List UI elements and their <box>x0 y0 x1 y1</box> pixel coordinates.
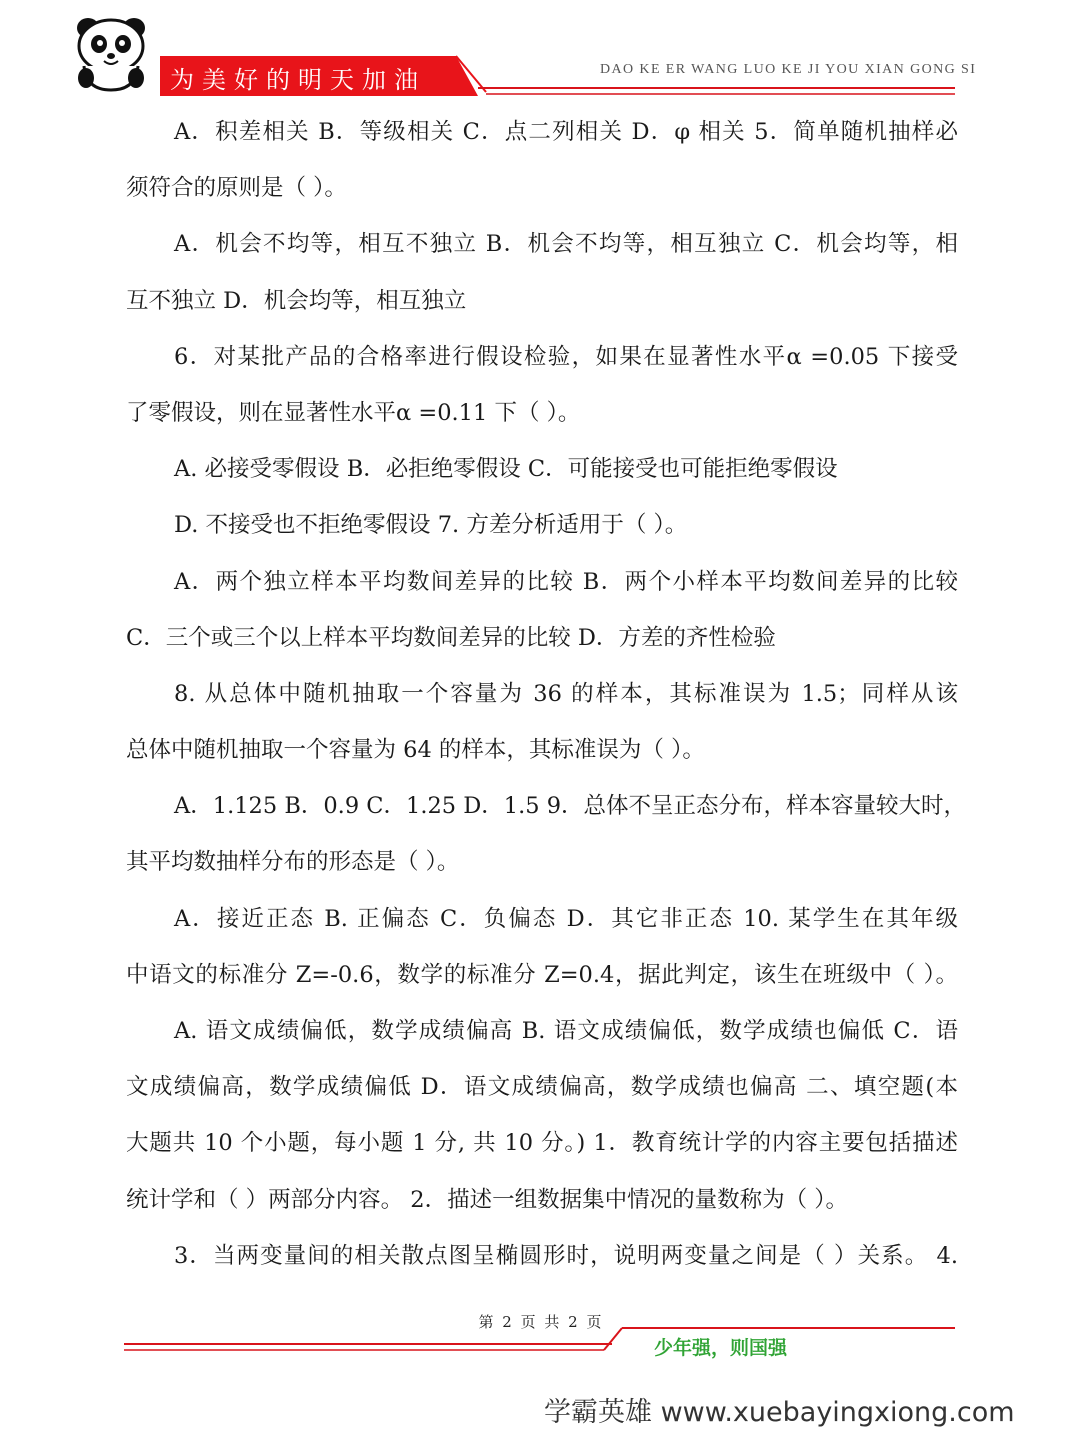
text-line: 3．当两变量间的相关散点图呈椭圆形时，说明两变量之间是（ ）关系。 4. <box>174 1242 958 1269</box>
text-line: A．积差相关 B．等级相关 C．点二列相关 D．φ 相关 5．简单随机抽样必 <box>174 119 958 145</box>
text-line: 其平均数抽样分布的形态是（ ）。 <box>126 849 460 876</box>
document-body <box>126 104 967 1284</box>
text-line: 统计学和（ ）两部分内容。 2．描述一组数据集中情况的量数称为（ ）。 <box>126 1186 849 1213</box>
text-line: 了零假设，则在显著性水平α =0.11 下（ ）。 <box>126 399 581 426</box>
text-line: A．两个独立样本平均数间差异的比较 B．两个小样本平均数间差异的比较 <box>174 568 958 595</box>
text-line: 须符合的原则是（ ）。 <box>126 175 347 202</box>
text-line: A. 必接受零假设 B．必拒绝零假设 C．可能接受也可能拒绝零假设 <box>174 456 838 483</box>
text-line: 中语文的标准分 Z=-0.6，数学的标准分 Z=0.4，据此判定，该生在班级中（ ）。 <box>126 961 958 988</box>
text-line: 大题共 10 个小题，每小题 1 分, 共 10 分。) 1．教育统计学的内容主要包括描述 <box>126 1130 958 1157</box>
text-line: A．接近正态 B. 正偏态 C．负偏态 D．其它非正态 10. 某学生在其年级 <box>174 905 958 932</box>
text-line: 总体中随机抽取一个容量为 64 的样本，其标准误为（ ）。 <box>126 737 705 764</box>
text-line: 互不独立 D．机会均等，相互独立 <box>126 287 467 314</box>
site-watermark: 学霸英雄 www.xuebayingxiong.com <box>544 1397 1015 1428</box>
text-line: D. 不接受也不拒绝零假设 7. 方差分析适用于（ ）。 <box>174 512 688 539</box>
text-line: 文成绩偏高，数学成绩偏低 D．语文成绩偏高，数学成绩也偏高 二、填空题(本 <box>126 1074 958 1101</box>
header-motto: 为美好的明天加油 <box>170 66 426 94</box>
text-line: 6．对某批产品的合格率进行假设检验，如果在显著性水平α =0.05 下接受 <box>174 343 958 370</box>
text-line: 8. 从总体中随机抽取一个容量为 36 的样本，其标准误为 1.5；同样从该 <box>174 680 958 707</box>
footer-rule <box>0 1320 1080 1360</box>
text-line: C．三个或三个以上样本平均数间差异的比较 D．方差的齐性检验 <box>126 624 776 651</box>
text-line: A. 语文成绩偏低，数学成绩偏高 B. 语文成绩偏低，数学成绩也偏低 C．语 <box>174 1018 958 1044</box>
footer-slogan: 少年强，则国强 <box>654 1337 788 1359</box>
header-rule <box>0 0 1080 110</box>
page-indicator: 第 2 页 共 2 页 <box>478 1313 602 1331</box>
company-pinyin: DAO KE ER WANG LUO KE JI YOU XIAN GONG SI <box>600 62 977 77</box>
text-line: A．1.125 B．0.9 C．1.25 D．1.5 9．总体不呈正态分布，样本容量较大时， <box>174 793 967 820</box>
text-line: A．机会不均等，相互不独立 B．机会不均等，相互独立 C．机会均等，相 <box>174 231 958 258</box>
